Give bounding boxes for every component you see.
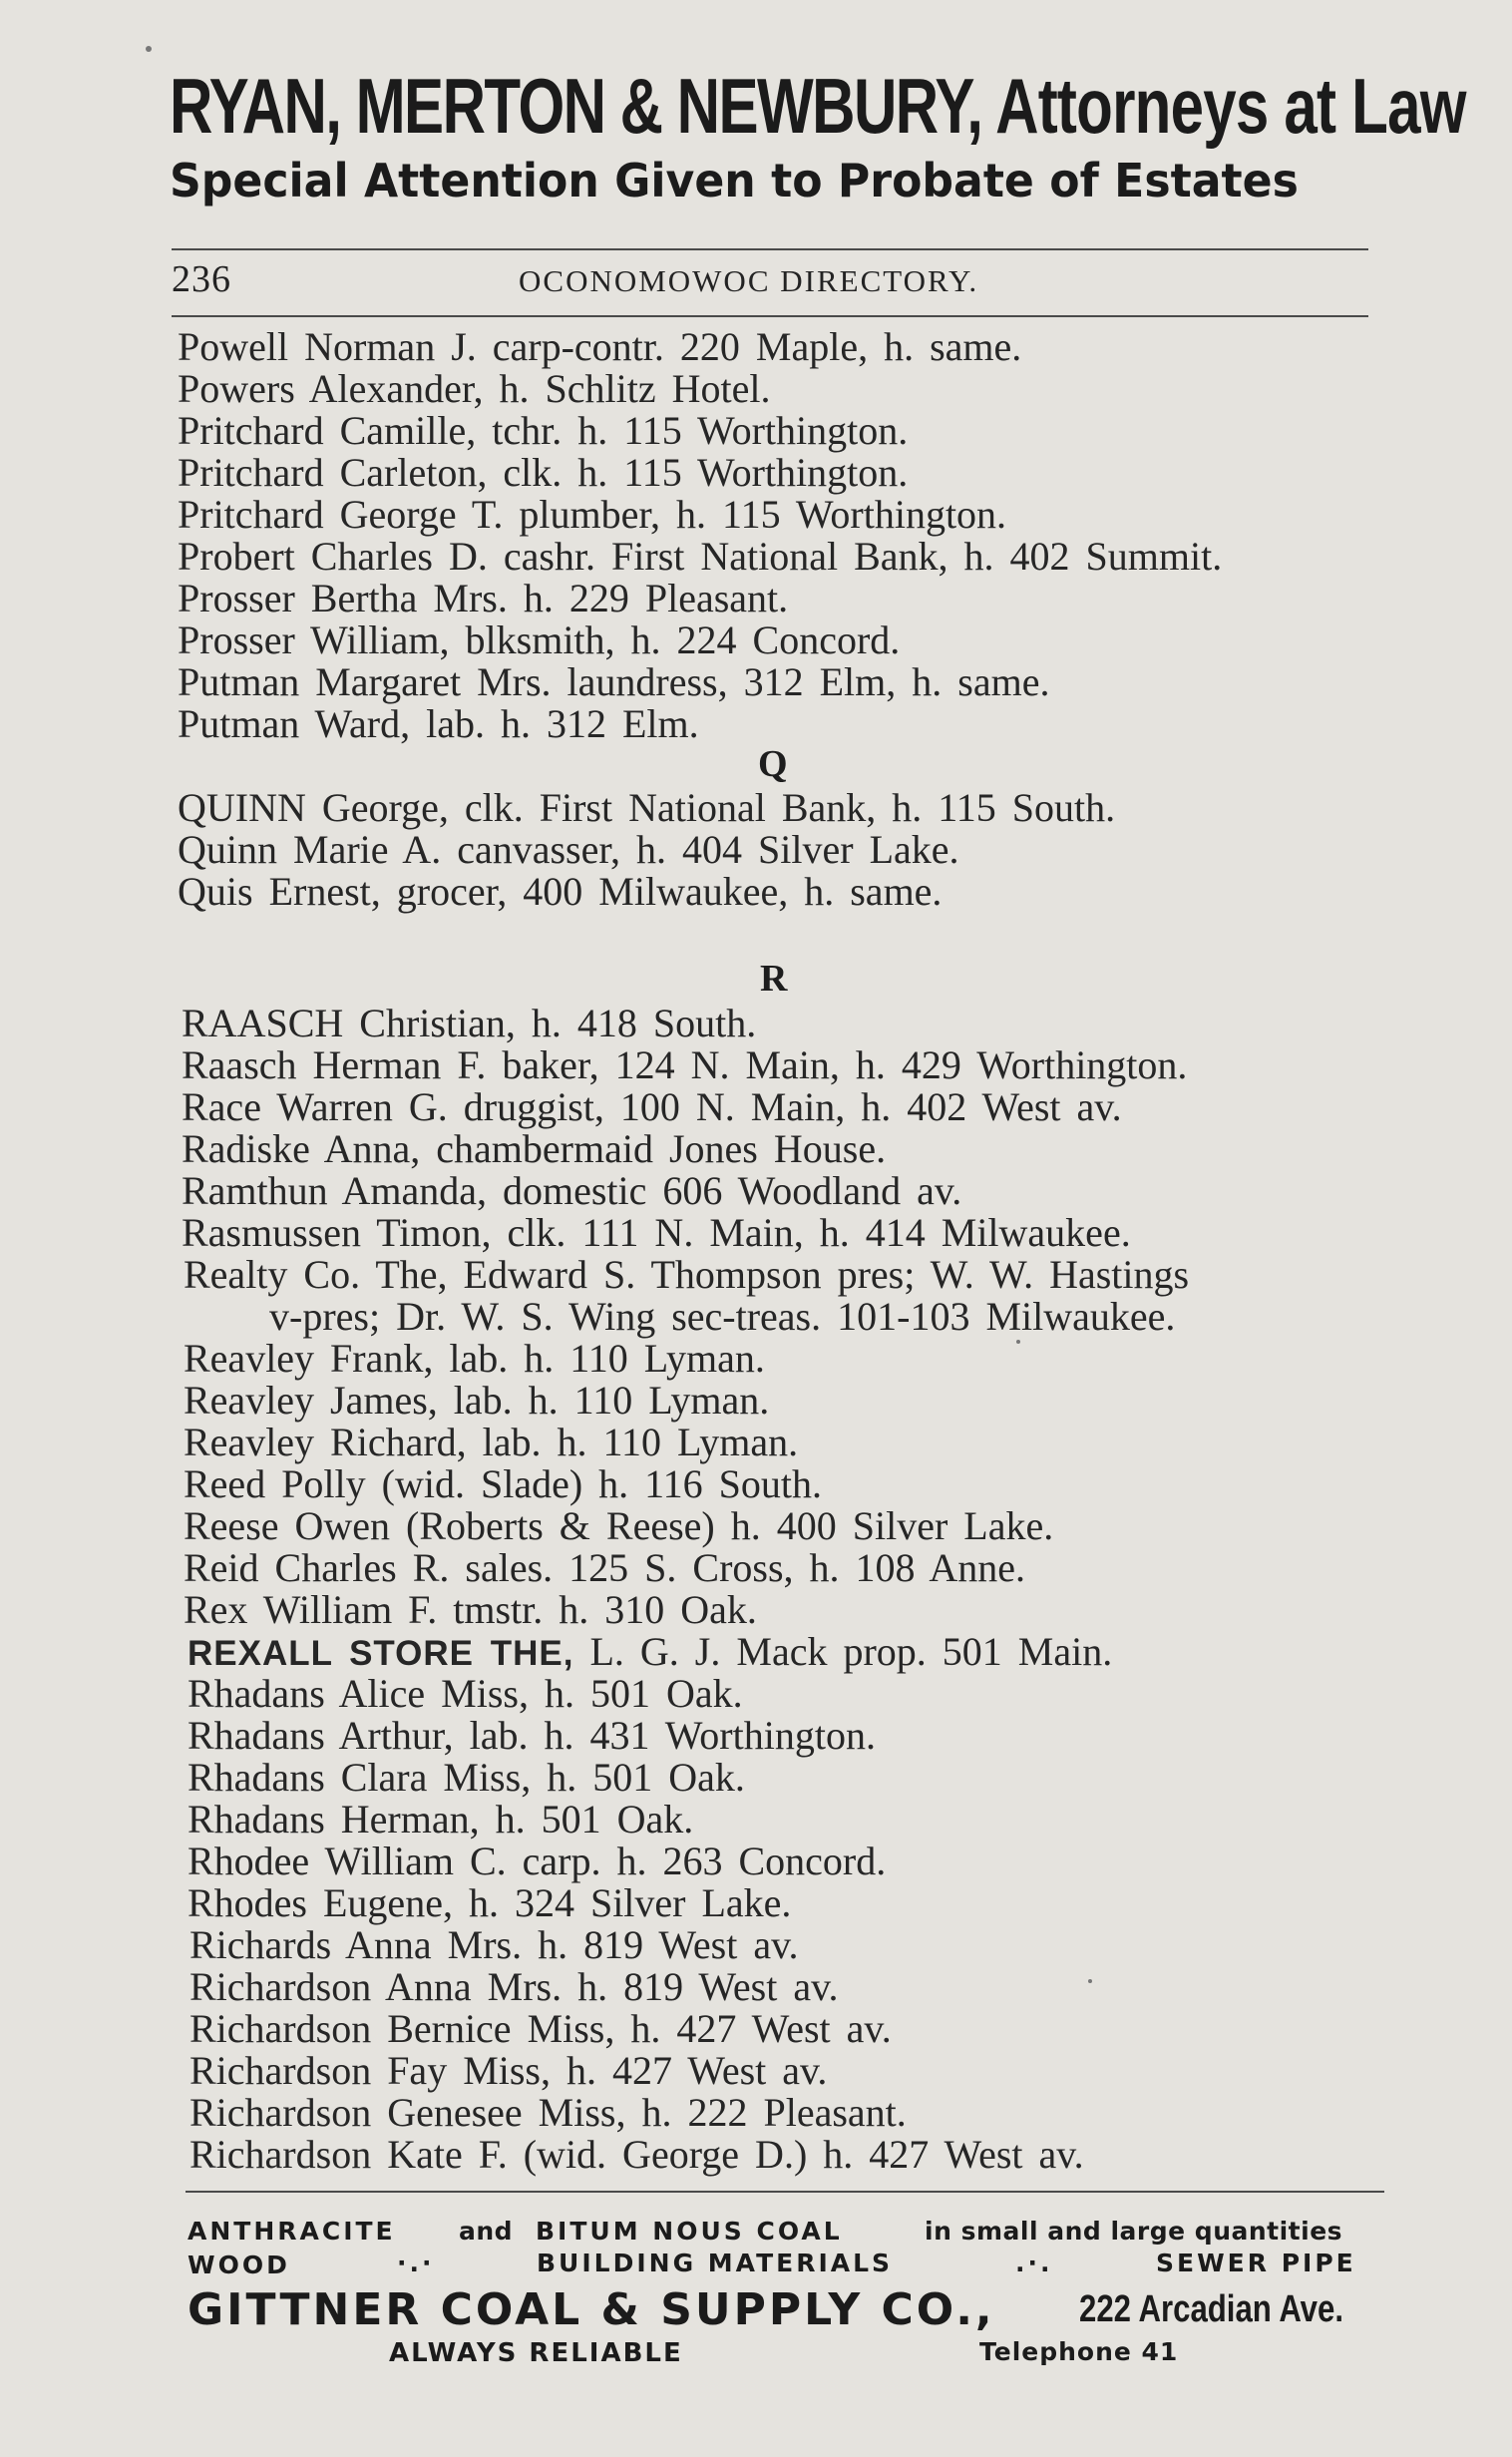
directory-entry: Rhadans Clara Miss, h. 501 Oak.	[188, 1755, 745, 1800]
directory-entry: Reavley James, lab. h. 110 Lyman.	[184, 1378, 770, 1423]
ad-separator: .∙.	[1015, 2249, 1053, 2277]
ad-quantities: in small and large quantities	[925, 2217, 1343, 2246]
directory-entry: Rhadans Arthur, lab. h. 431 Worthington.	[188, 1713, 876, 1758]
directory-entry: Rasmussen Timon, clk. 111 N. Main, h. 414 Milwaukee.	[182, 1210, 1131, 1255]
ad-anthracite: ANTHRACITE	[188, 2217, 396, 2246]
ad-building-materials: BUILDING MATERIALS	[537, 2249, 894, 2277]
directory-entry: Rhadans Alice Miss, h. 501 Oak.	[188, 1671, 743, 1716]
directory-entry: Richards Anna Mrs. h. 819 West av.	[189, 1922, 799, 1967]
directory-entry: Reavley Frank, lab. h. 110 Lyman.	[184, 1336, 765, 1381]
ad-and: and	[459, 2217, 514, 2246]
ad-address: 222 Arcadian Ave.	[1079, 2288, 1344, 2330]
section-letter-r: R	[760, 958, 788, 1000]
ad-telephone: Telephone 41	[979, 2337, 1179, 2366]
directory-entry: Putman Ward, lab. h. 312 Elm.	[178, 701, 699, 746]
directory-entry-continuation: v-pres; Dr. W. S. Wing sec-treas. 101-103 Milwaukee.	[269, 1294, 1176, 1339]
directory-entry: Pritchard Camille, tchr. h. 115 Worthington.	[178, 408, 909, 453]
directory-entry: Reid Charles R. sales. 125 S. Cross, h. 108 Anne.	[184, 1545, 1025, 1590]
directory-entry: Reed Polly (wid. Slade) h. 116 South.	[184, 1461, 823, 1506]
directory-entry: Pritchard Carleton, clk. h. 115 Worthington.	[178, 450, 909, 495]
directory-entry: Reavley Richard, lab. h. 110 Lyman.	[184, 1420, 799, 1464]
directory-entry: Rex William F. tmstr. h. 310 Oak.	[184, 1587, 757, 1632]
directory-entry: Quis Ernest, grocer, 400 Milwaukee, h. same.	[178, 869, 943, 914]
section-letter-q: Q	[758, 743, 788, 785]
ad-wood: WOOD	[188, 2251, 290, 2279]
ad-bituminous-coal: BITUM NOUS COAL	[536, 2217, 843, 2246]
rexall-store-name: REXALL STORE THE,	[188, 1634, 574, 1673]
directory-entry: Prosser Bertha Mrs. h. 229 Pleasant.	[178, 576, 789, 620]
directory-entry: Prosser William, blksmith, h. 224 Concord.	[178, 617, 901, 662]
directory-entry: Pritchard George T. plumber, h. 115 Worthington.	[178, 492, 1007, 537]
directory-entry: Probert Charles D. cashr. First National Bank, h. 402 Summit.	[178, 534, 1223, 579]
ad-separator: ∙.∙	[397, 2249, 435, 2277]
ad-firm-name: RYAN, MERTON & NEWBURY,	[170, 62, 982, 150]
paper-speck	[1088, 1979, 1092, 1983]
directory-entry: Richardson Kate F. (wid. George D.) h. 427 West av.	[189, 2132, 1084, 2177]
ad-sewer-pipe: SEWER PIPE	[1156, 2249, 1356, 2277]
directory-entry: Race Warren G. druggist, 100 N. Main, h. 402 West av.	[182, 1084, 1122, 1129]
directory-entry: QUINN George, clk. First National Bank, h. 115 South.	[178, 785, 1116, 830]
directory-entry: Ramthun Amanda, domestic 606 Woodland av.	[182, 1168, 962, 1213]
running-head-title: OCONOMOWOC DIRECTORY.	[519, 263, 979, 298]
directory-entry: Putman Margaret Mrs. laundress, 312 Elm, h. same.	[178, 659, 1050, 704]
directory-entry: Richardson Anna Mrs. h. 819 West av.	[189, 1964, 839, 2009]
paper-speck	[1016, 1340, 1020, 1344]
paper-speck	[146, 46, 152, 52]
rexall-store-details: L. G. J. Mack prop. 501 Main.	[589, 1629, 1113, 1674]
directory-entry: Powell Norman J. carp-contr. 220 Maple, h. same.	[178, 324, 1022, 369]
directory-entry: Radiske Anna, chambermaid Jones House.	[182, 1126, 887, 1171]
directory-entry: Raasch Herman F. baker, 124 N. Main, h. 429 Worthington.	[182, 1042, 1188, 1087]
footer-rule	[186, 2191, 1384, 2193]
ad-profession: Attorneys at Law	[995, 62, 1466, 150]
directory-entry: Reese Owen (Roberts & Reese) h. 400 Silver Lake.	[184, 1503, 1054, 1548]
directory-entry: RAASCH Christian, h. 418 South.	[182, 1001, 757, 1045]
directory-entry: Powers Alexander, h. Schlitz Hotel.	[178, 366, 771, 411]
page-number: 236	[172, 258, 231, 300]
ad-tagline: Special Attention Given to Probate of Estates	[170, 154, 1299, 207]
directory-entry: Realty Co. The, Edward S. Thompson pres; W. W. Hastings	[184, 1252, 1190, 1297]
directory-entry: Rhodee William C. carp. h. 263 Concord.	[188, 1839, 887, 1883]
directory-entry: Richardson Fay Miss, h. 427 West av.	[189, 2048, 828, 2093]
directory-entry: Rhodes Eugene, h. 324 Silver Lake.	[188, 1880, 792, 1925]
directory-entry-rexall	[188, 1630, 1112, 1676]
ad-company-name: GITTNER COAL & SUPPLY CO.,	[188, 2284, 995, 2335]
directory-entry: Quinn Marie A. canvasser, h. 404 Silver Lake.	[178, 827, 959, 872]
ad-always-reliable: ALWAYS RELIABLE	[389, 2338, 683, 2368]
directory-entry: Rhadans Herman, h. 501 Oak.	[188, 1797, 694, 1842]
directory-entry: Richardson Bernice Miss, h. 427 West av.	[189, 2006, 892, 2051]
directory-entry: Richardson Genesee Miss, h. 222 Pleasant.	[189, 2090, 907, 2135]
